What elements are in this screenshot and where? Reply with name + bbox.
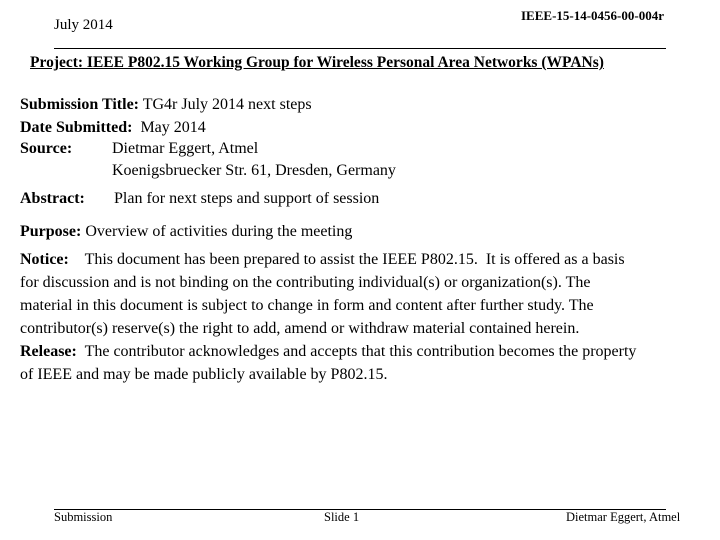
- source-address: Koenigsbruecker Str. 61, Dresden, Germany: [112, 162, 396, 179]
- release-line: [20, 340, 716, 363]
- date-submitted-label: Date Submitted:: [20, 119, 133, 136]
- submission-title-label: Submission Title:: [20, 96, 140, 113]
- project-title: Project: IEEE P802.15 Working Group for Wireless Personal Area Networks (WPANs): [30, 54, 604, 71]
- notice-text: This document has been prepared to assist the IEEE P802.15. It is offered as a basis: [68, 251, 625, 268]
- notice-label: Notice:: [20, 251, 69, 268]
- footer-submission: Submission: [54, 510, 113, 524]
- notice-line: [20, 248, 716, 271]
- header-date: July 2014: [54, 17, 113, 33]
- submission-title-row: [20, 96, 312, 114]
- source-label-row: [20, 140, 72, 158]
- document-number: IEEE-15-14-0456-00-004r: [521, 8, 664, 23]
- header-divider: [54, 48, 666, 49]
- release-label: Release:: [20, 343, 77, 360]
- source-author: Dietmar Eggert, Atmel: [112, 140, 259, 157]
- source-label: Source:: [20, 140, 73, 157]
- submission-title-value: TG4r July 2014 next steps: [139, 96, 312, 113]
- purpose-value: Overview of activities during the meeting: [81, 223, 353, 240]
- abstract-value: Plan for next steps and support of session: [114, 190, 380, 207]
- notice-line: for discussion and is not binding on the contributing individual(s) or organization(s). The: [20, 274, 591, 291]
- date-submitted-row: [20, 119, 206, 137]
- purpose-label: Purpose:: [20, 223, 82, 240]
- notice-line: material in this document is subject to change in form and content after further study. The: [20, 297, 594, 314]
- purpose-row: [20, 223, 352, 241]
- abstract-label-row: [20, 190, 85, 208]
- footer-author: Dietmar Eggert, Atmel: [566, 510, 681, 524]
- date-submitted-value: May 2014: [132, 119, 206, 136]
- abstract-label: Abstract:: [20, 190, 85, 207]
- notice-line: contributor(s) reserve(s) the right to add, amend or withdraw material contained herein.: [20, 320, 580, 337]
- release-line: of IEEE and may be made publicly available by P802.15.: [20, 366, 388, 383]
- release-text: The contributor acknowledges and accepts that this contribution becomes the property: [76, 343, 637, 360]
- notice-release-block: [20, 248, 716, 386]
- footer-slide-number: Slide 1: [324, 510, 360, 524]
